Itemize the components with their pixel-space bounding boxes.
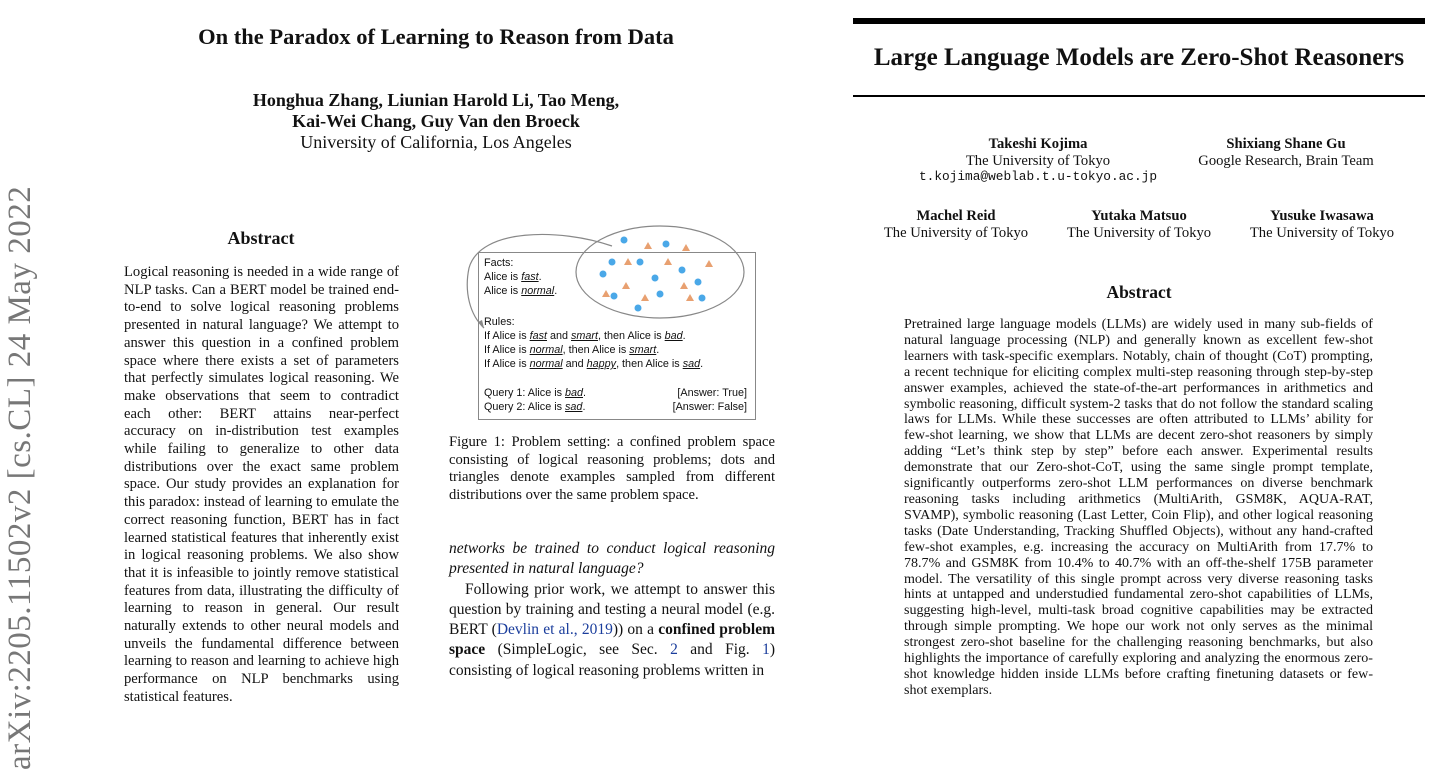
sample-dot [611,293,618,300]
paper1-body-text: networks be trained to conduct logical reasoning presented in natural language? Following prior work, we attempt to answer this question by training and testing a neural model (e.g. BERT (Devlin et al., 2019)) on a confined problem space (SimpleLogic, see Sec. 2 and Fig. 1) consisting of logical reasoning problems written in [449,540,775,679]
paper1-authors-line2: Kai-Wei Chang, Guy Van den Broeck [292,111,580,131]
sample-triangle [686,294,694,301]
facts-label: Facts: [484,257,514,269]
author-affiliation: Google Research, Brain Team [1198,152,1374,169]
sample-dot [621,237,628,244]
fact-2: Alice is normal. [484,285,558,297]
sample-dot [699,295,706,302]
author-email[interactable]: t.kojima@weblab.t.u-tokyo.ac.jp [918,169,1158,184]
rules-label: Rules: [484,316,515,328]
sample-dot [663,241,670,248]
title-rule-top [853,18,1425,24]
title-rule-bottom [853,95,1425,97]
author-block [1059,208,1219,241]
query-1: Query 1: Alice is bad. [484,387,587,399]
figure-ref-link[interactable]: 1 [762,641,770,659]
author-name: Machel Reid [916,208,996,224]
sample-dot [635,305,642,312]
author-name: Yusuke Iwasawa [1270,208,1374,224]
author-affiliation: The University of Tokyo [965,152,1111,169]
paper1-abstract-heading: Abstract [227,228,295,248]
section-ref-link[interactable]: 2 [670,641,678,659]
figure-1-caption: Figure 1: Problem setting: a confined problem space consisting of logical reasoning problems; dots and triangles denote examples sampled from different distributions over the same problem space. [449,434,775,504]
author-block [893,136,1183,186]
sample-dot [652,275,659,282]
sample-dot [657,291,664,298]
sample-dot [609,259,616,266]
rule-1: If Alice is fast and smart, then Alice is bad. [484,330,686,342]
paper2-abstract-heading: Abstract [1106,282,1172,302]
query-1-answer: [Answer: True] [677,387,747,399]
author-block [1178,136,1394,169]
author-block [876,208,1036,241]
rule-2: If Alice is normal, then Alice is smart. [484,344,660,356]
author-affiliation: The University of Tokyo [1066,224,1212,241]
sample-triangle [641,294,649,301]
paper1-abstract: Logical reasoning is needed in a wide range of NLP tasks. Can a BERT model be trained end-to-end to solve logical reasoning problems presented in natural language? We attempt to answer this question in a confined problem space where there exists a set of parameters that perfectly simulates logical reasoning. We make observations that seem to contradict each other: BERT attains near-perfect accuracy on in-distribution test examples while failing to generalize to other data distributions over the exact same problem space. Our study provides an explanation for this paradox: instead of learning to emulate the correct reasoning function, BERT has in fact learned statistical features that inherently exist in logical reasoning problems. We also show that it is infeasible to jointly remove statistical features from data, illustrating the difficulty of learning to reason in general. Our result naturally extends to other neural models and unveils the fundamental difference between learning to reason and learning to achieve high performance on NLP benchmarks using statistical features. [124,264,399,705]
fact-1: Alice is fast. [484,271,542,283]
figure-arrow [467,234,612,328]
author-affiliation: The University of Tokyo [1249,224,1395,241]
arxiv-stamp: arXiv:2205.11502v2 [cs.CL] 24 May 2022 [2,185,38,770]
paper2-abstract: Pretrained large language models (LLMs) are widely used in many sub-fields of natural language processing (NLP) and generally known as excellent few-shot learners with task-specific exemplars. Notably, chain of thought (CoT) prompting, a recent technique for eliciting complex multi-step reasoning through step-by-step answer examples, achieved the state-of-the-art performances in arithmetics and symbolic reasoning, difficult system-2 tasks that do not follow the standard scaling laws for LLMs. While these successes are often attributed to LLMs’ ability for few-shot learning, we show that LLMs are decent zero-shot reasoners by simply adding “Let’s think step by step” before each answer. Experimental results demonstrate that our Zero-shot-CoT, using the same single prompt template, significantly outperforms zero-shot LLM performances on diverse benchmark reasoning tasks including arithmetics (MultiArith, GSM8K, AQUA-RAT, SVAMP), symbolic reasoning (Last Letter, Coin Flip), and other logical reasoning tasks (Date Understanding, Tracking Shuffled Objects), without any hand-crafted few-shot examples, e.g. increasing the accuracy on MultiArith from 17.7% to 78.7% and GSM8K from 10.4% to 40.7% with an off-the-shelf 175B parameter model. The versatility of this single prompt across very diverse reasoning tasks hints at untapped and understudied fundamental zero-shot capabilities of LLMs, suggesting high-level, multi-task broad cognitive capabilities may be extracted through simple prompting. We hope our work not only serves as the minimal strongest zero-shot baseline for the challenging reasoning benchmarks, but also highlights the importance of carefully exploring and analyzing the enormous zero-shot knowledge hidden inside LLMs before crafting finetuning datasets or few-shot exemplars. [904,316,1373,698]
figure-arrowhead [478,320,484,328]
sample-triangle [664,258,672,265]
query-2: Query 2: Alice is sad. [484,401,586,413]
paper2-title: Large Language Models are Zero-Shot Reasoners [873,44,1405,71]
author-block [1242,208,1402,241]
sample-triangle [644,242,652,249]
sample-triangle [622,282,630,289]
sample-triangle [602,290,610,297]
paper1-affiliation: University of California, Los Angeles [300,132,572,152]
citation-devlin[interactable]: Devlin et al., 2019 [496,621,613,639]
query-2-answer: [Answer: False] [672,401,747,413]
body-italic: networks be trained to conduct logical reasoning presented in natural language? [449,540,775,578]
author-name: Shixiang Shane Gu [1226,136,1346,152]
sample-dot [695,279,702,286]
sample-triangle [705,260,713,267]
author-name: Yutaka Matsuo [1091,208,1187,224]
rule-3: If Alice is normal and happy, then Alice is sad. [484,358,704,370]
sample-triangle [680,282,688,289]
sample-triangle [682,244,690,251]
sample-dot [679,267,686,274]
paper1-title: On the Paradox of Learning to Reason from Data [198,24,674,49]
sample-dot [600,271,607,278]
author-affiliation: The University of Tokyo [883,224,1029,241]
sample-triangle [624,258,632,265]
author-name: Takeshi Kojima [988,136,1088,152]
sample-dot [637,259,644,266]
paper1-authors-line1: Honghua Zhang, Liunian Harold Li, Tao Meng, [252,90,620,110]
